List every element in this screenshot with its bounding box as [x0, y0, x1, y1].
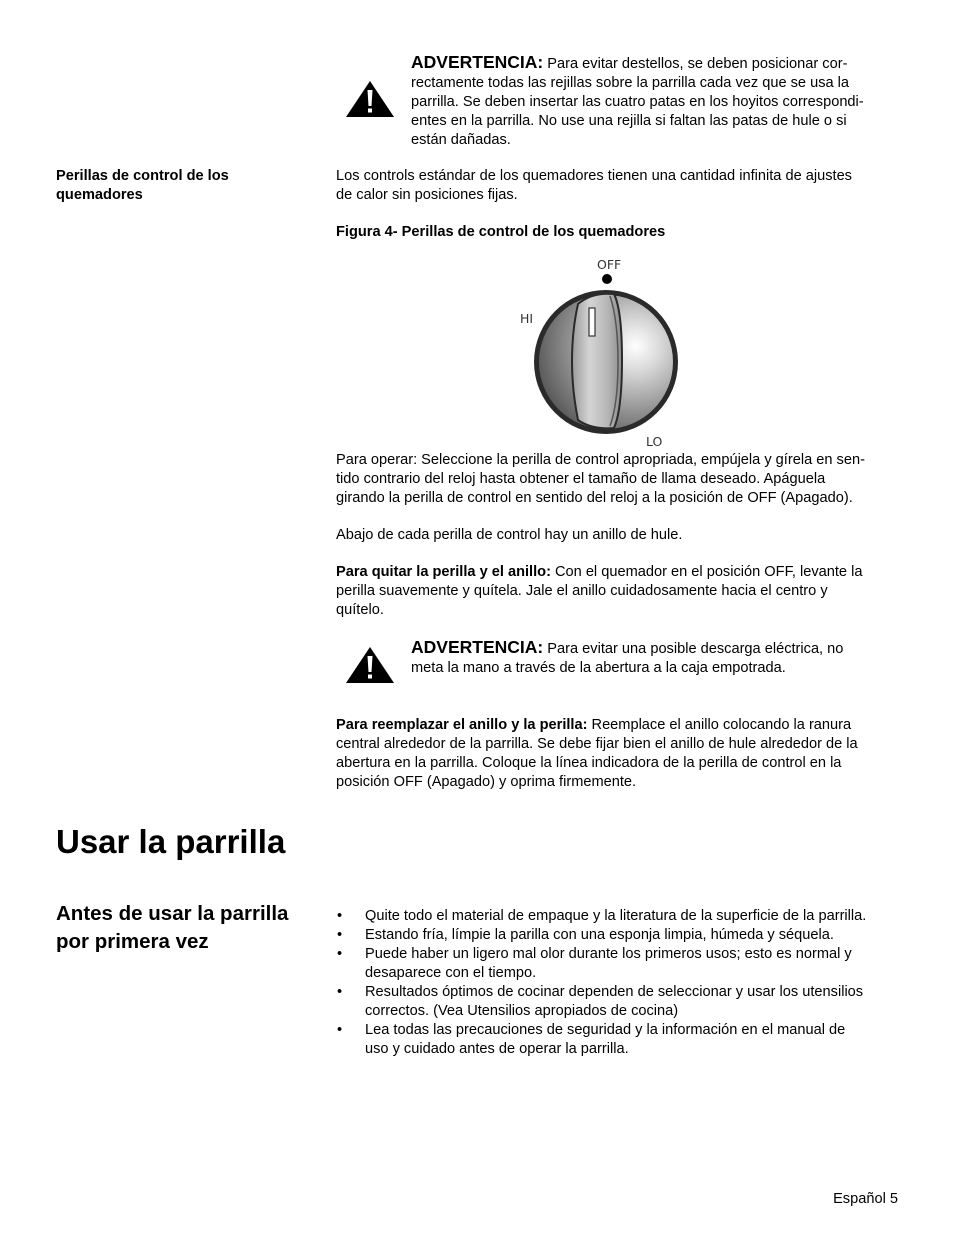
- section-title: Usar la parrilla: [56, 823, 286, 860]
- warning-block-2: ADVERTENCIA: Para evitar una posible descarga eléctrica, no meta la mano a través de la abertura a la caja empotrada.: [411, 637, 844, 676]
- warning-line: entes en la parrilla. No use una rejilla si faltan las patas de hule o si: [411, 113, 847, 129]
- knob-label-hi: HI: [520, 311, 534, 326]
- warning-label: ADVERTENCIA:: [411, 637, 544, 657]
- list-item: • Lea todas las precauciones de seguridad y la información en el manual de uso y cuidado antes de operar la parrilla.: [337, 1022, 846, 1057]
- bullet-list: [337, 907, 917, 1059]
- knob-label-off: OFF: [597, 257, 622, 272]
- warning-line: rectamente todas las rejillas sobre la parrilla cada vez que se usa la: [411, 75, 850, 91]
- warning-line: están dañadas.: [411, 132, 511, 148]
- page-number: Español 5: [833, 1191, 898, 1207]
- replace-label: Para reemplazar el anillo y la perilla:: [336, 717, 588, 733]
- knob-indicator-line: [589, 308, 595, 336]
- warning-line: parrilla. Se deben insertar las cuatro patas en los hoyitos correspondi-: [411, 94, 864, 110]
- figure-caption: Figura 4- Perillas de control de los quemadores: [336, 224, 666, 240]
- knob-label-lo: LO: [646, 434, 663, 449]
- operate-text: Para operar: Seleccione la perilla de control apropriada, empújela y gírela en sen- tido contrario del reloj hasta obtener el tamaño de llama deseado. Apáguela girando la perilla de control en sentido del reloj a la posición de OFF (Apagado).: [336, 452, 865, 506]
- warning-block-1: [411, 53, 911, 150]
- side-heading-knobs: Perillas de control de los quemadores: [56, 168, 229, 203]
- remove-instructions: Para quitar la perilla y el anillo: Con el quemador en el posición OFF, levante la perilla suavemente y quítela. Jale el anillo cuidadosamente hacia el centro y quítelo.: [336, 564, 863, 618]
- warning-text: Para evitar destellos, se deben posicionar cor-: [547, 56, 848, 72]
- remove-label: Para quitar la perilla y el anillo:: [336, 564, 551, 580]
- list-item: • Estando fría, límpie la parilla con una esponja limpia, húmeda y séquela.: [337, 927, 834, 943]
- list-item: • Resultados óptimos de cocinar dependen de seleccionar y usar los utensilios correctos. (Vea Utensilios apropiados de cocina): [337, 984, 864, 1019]
- list-item: • Puede haber un ligero mal olor durante los primeros usos; esto es normal y desaparece con el tiempo.: [337, 946, 852, 981]
- warning-triangle-icon: [345, 646, 395, 684]
- warning-line: [411, 53, 911, 74]
- warning-text: Para evitar una posible descarga eléctrica, no: [547, 641, 844, 657]
- knobs-intro: Los controls estándar de los quemadores tienen una cantidad infinita de ajustes de calor sin posiciones fijas.: [336, 168, 852, 203]
- ring-note: Abajo de cada perilla de control hay un anillo de hule.: [336, 527, 683, 543]
- warning-triangle-icon: [345, 80, 395, 118]
- warning-label: ADVERTENCIA:: [411, 52, 544, 72]
- list-item: • Quite todo el material de empaque y la literatura de la superficie de la parrilla.: [337, 908, 867, 924]
- replace-instructions: Para reemplazar el anillo y la perilla: Reemplace el anillo colocando la ranura central alrededor de la parrilla. Se debe fijar bien el anillo de hule alrededor de la abertura en la parrilla. Coloque la línea indicadora de la perilla de control en la posición OFF (Apagado) y oprima firmemente.: [336, 717, 858, 790]
- burner-knob-illustration: [530, 270, 690, 440]
- subsection-heading: Antes de usar la parrilla por primera vez: [56, 902, 289, 953]
- off-indicator-dot: [602, 274, 612, 284]
